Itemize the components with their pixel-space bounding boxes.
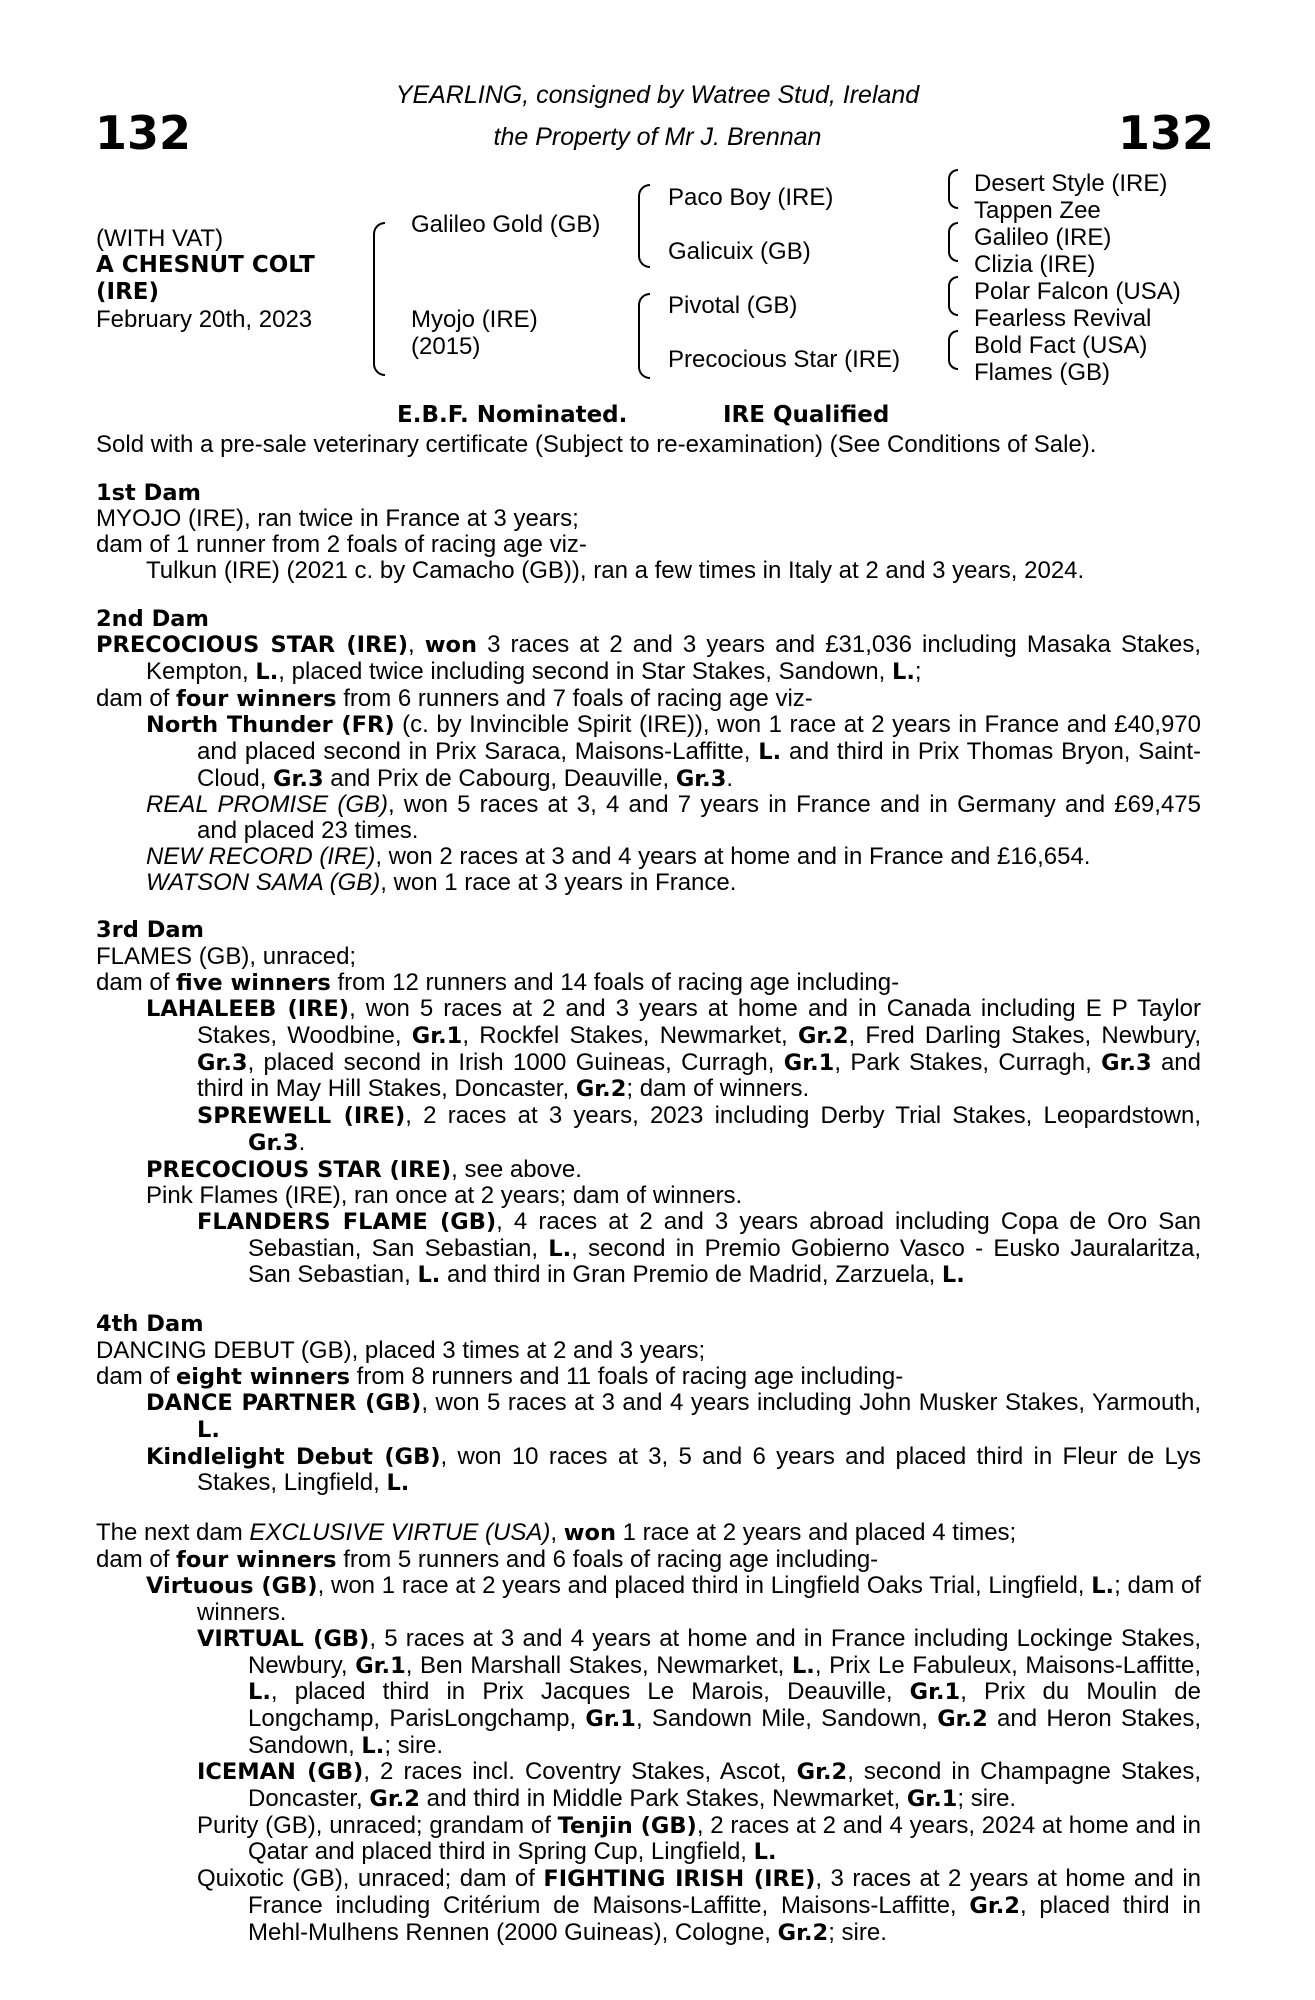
second-dam-foal: North Thunder (FR) (c. by Invincible Spirit (IRE)), won 1 race at 2 years in France and £40,970 and placed second in Prix Saraca, Maisons-Laffitte, L. and third in Prix Thomas Bryon, Saint-Cloud, Gr.3 and Prix de Cabourg, Deauville, Gr.3. — [146, 711, 1201, 792]
pedigree-sdd: Clizia (IRE) — [974, 251, 1096, 278]
vat-note: (WITH VAT) — [96, 225, 224, 252]
third-dam-section — [96, 918, 1201, 1289]
first-dam-foal: Tulkun (IRE) (2021 c. by Camacho (GB)), ran a few times in Italy at 2 and 3 years, 2024. — [146, 556, 1085, 584]
lot-number-left: 132 — [95, 106, 192, 160]
first-dam-title: 1st Dam — [96, 479, 201, 506]
next-dam-grandfoal: ICEMAN (GB), 2 races incl. Coventry Stakes, Ascot, Gr.2, second in Champagne Stakes, Doncaster, Gr.2 and third in Middle Park Stakes, Newmarket, Gr.1; sire. — [197, 1758, 1201, 1813]
pedigree-sss: Desert Style (IRE) — [974, 170, 1168, 197]
fourth-dam-foal: Kindlelight Debut (GB), won 10 races at 3, 5 and 6 years and placed third in Fleur de Lys Stakes, Lingfield, L. — [146, 1442, 1202, 1497]
pedigree-ddd: Flames (GB) — [974, 359, 1111, 386]
next-dam-foal: Virtuous (GB), won 1 race at 2 years and placed third in Lingfield Oaks Trial, Lingfield, L.; dam of winners. — [146, 1572, 1201, 1627]
next-dam-grandfoal: Purity (GB), unraced; grandam of Tenjin (GB), 2 races at 2 and 4 years, 2024 at home and in Qatar and placed third in Spring Cup, Lingfield, L. — [197, 1811, 1201, 1866]
pedigree-brace-g3-3 — [948, 276, 958, 316]
second-dam-section — [96, 607, 1201, 896]
catalogue-body — [96, 432, 1201, 1946]
consignor-line: YEARLING, consigned by Watree Stud, Ireland — [395, 81, 920, 109]
third-dam-title: 3rd Dam — [96, 917, 204, 944]
next-dam-produce-summary: dam of four winners from 5 runners and 6 foals of racing age including- — [96, 1545, 879, 1573]
third-dam-foal: LAHALEEB (IRE), won 5 races at 2 and 3 years at home and in Canada including E P Taylor Stakes, Woodbine, Gr.1, Rockfel Stakes, Newmarket, Gr.2, Fred Darling Stakes, Newbury, Gr.3, placed second in Irish 1000 Guineas, Curragh, Gr.1, Park Stakes, Curragh, Gr.3 and third in May Hill Stakes, Doncaster, Gr.2; dam of winners. — [146, 995, 1202, 1103]
foaling-date: February 20th, 2023 — [96, 306, 313, 333]
fourth-dam-title: 4th Dam — [96, 1311, 204, 1338]
pedigree-dsd: Fearless Revival — [974, 305, 1152, 332]
second-dam-foal: NEW RECORD (IRE), won 2 races at 3 and 4 years at home and in France and £16,654. — [146, 842, 1091, 870]
pedigree-sire-dam: Galicuix (GB) — [668, 238, 811, 265]
second-dam-foal: WATSON SAMA (GB), won 1 race at 3 years in France. — [146, 868, 737, 896]
second-dam-record: PRECOCIOUS STAR (IRE), won 3 races at 2 and 3 years and £31,036 including Masaka Stakes, Kempton, L., placed twice including second in Star Stakes, Sandown, L.; — [96, 631, 1201, 685]
third-dam-grandfoal: SPREWELL (IRE), 2 races at 3 years, 2023 including Derby Trial Stakes, Leopardstown, Gr.3. — [197, 1102, 1201, 1156]
ebf-nominated: E.B.F. Nominated. — [397, 402, 628, 428]
second-dam-title: 2nd Dam — [96, 605, 209, 632]
fourth-dam-produce-summary: dam of eight winners from 8 runners and 11 foals of racing age including- — [96, 1362, 904, 1390]
pedigree-sds: Galileo (IRE) — [974, 224, 1112, 251]
second-dam-foal: REAL PROMISE (GB), won 5 races at 3, 4 and 7 years in France and in Germany and £69,475 and placed 23 times. — [146, 791, 1201, 845]
pedigree-brace-g3-2 — [948, 222, 958, 262]
next-dam-grandfoal: VIRTUAL (GB), 5 races at 3 and 4 years at home and in France including Lockinge Stakes, Newbury, Gr.1, Ben Marshall Stakes, Newmarket, L., Prix Le Fabuleux, Maisons-Laffitte, L., placed third in Prix Jacques Le Marois, Deauville, Gr.1, Prix du Moulin de Longchamp, ParisLongchamp, Gr.1, Sandown Mile, Sandown, Gr.2 and Heron Stakes, Sandown, L.; sire. — [197, 1624, 1202, 1759]
pedigree-brace-g3-4 — [948, 330, 958, 370]
pedigree-dam: Myojo (IRE) — [411, 306, 538, 333]
pedigree-dam-sire: Pivotal (GB) — [668, 292, 798, 319]
pedigree-brace-dam — [638, 293, 650, 379]
pedigree-brace-gen1 — [373, 222, 385, 376]
next-dam-section — [96, 1520, 1201, 1946]
horse-origin: (IRE) — [96, 279, 160, 305]
ire-qualified: IRE Qualified — [723, 402, 890, 428]
fourth-dam-record: DANCING DEBUT (GB), placed 3 times at 2 and 3 years; — [96, 1336, 706, 1364]
horse-name: A CHESNUT COLT — [96, 252, 315, 278]
pedigree-brace-sire — [638, 184, 650, 268]
third-dam-grandfoal: FLANDERS FLAME (GB), 4 races at 2 and 3 years abroad including Copa de Oro San Sebastian, San Sebastian, L., second in Premio Gobierno Vasco - Eusko Jauralaritza, San Sebastian, L. and third in Gran Premio de Madrid, Zarzuela, L. — [197, 1207, 1201, 1289]
fourth-dam-section — [96, 1312, 1201, 1497]
pedigree-brace-g3-1 — [948, 169, 958, 209]
fourth-dam-foal: DANCE PARTNER (GB), won 5 races at 3 and 4 years including John Musker Stakes, Yarmouth, L. — [146, 1389, 1201, 1443]
pedigree-dam-year: (2015) — [411, 333, 481, 360]
third-dam-foal: PRECOCIOUS STAR (IRE), see above. — [146, 1155, 582, 1183]
lot-number-right: 132 — [1118, 106, 1215, 160]
first-dam-line: MYOJO (IRE), ran twice in France at 3 years; — [96, 505, 579, 533]
pedigree-sire-sire: Paco Boy (IRE) — [668, 184, 834, 211]
pedigree-dss: Polar Falcon (USA) — [974, 278, 1181, 305]
pedigree-dam-dam: Precocious Star (IRE) — [668, 346, 901, 373]
next-dam-record: The next dam EXCLUSIVE VIRTUE (USA), won 1 race at 2 years and placed 4 times; — [96, 1519, 1017, 1547]
third-dam-foal: Pink Flames (IRE), ran once at 2 years; dam of winners. — [146, 1182, 743, 1210]
second-dam-name: PRECOCIOUS STAR (IRE) — [96, 632, 408, 659]
property-line: the Property of Mr J. Brennan — [493, 123, 822, 151]
second-dam-produce-summary: dam of four winners from 6 runners and 7 foals of racing age viz- — [96, 684, 813, 712]
pedigree-dds: Bold Fact (USA) — [974, 332, 1148, 359]
pedigree-sire: Galileo Gold (GB) — [411, 211, 601, 238]
third-dam-produce-summary: dam of five winners from 12 runners and 14 foals of racing age including- — [96, 968, 900, 996]
pedigree-ssd: Tappen Zee — [974, 197, 1101, 224]
third-dam-record: FLAMES (GB), unraced; — [96, 942, 357, 970]
next-dam-grandfoal: Quixotic (GB), unraced; dam of FIGHTING IRISH (IRE), 3 races at 2 years at home and in France including Critérium de Maisons-Laffitte, Maisons-Laffitte, Gr.2, placed third in Mehl-Mulhens Rennen (2000 Guineas), Cologne, Gr.2; sire. — [197, 1865, 1202, 1946]
first-dam-section — [96, 481, 1201, 584]
vet-certificate-note: Sold with a pre-sale veterinary certificate (Subject to re-examination) (See Conditions of Sale). — [96, 431, 1097, 458]
first-dam-produce-summary: dam of 1 runner from 2 foals of racing age viz- — [96, 531, 587, 559]
